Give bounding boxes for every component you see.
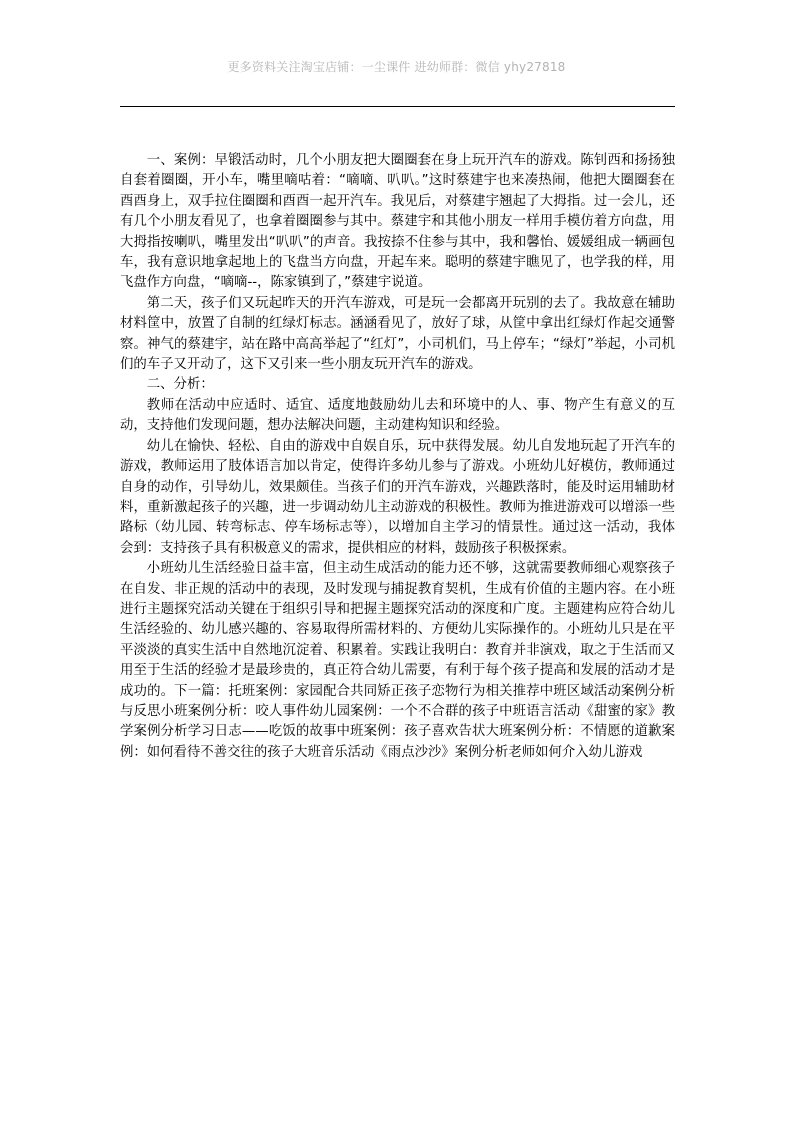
heading-analysis: 二、分析：	[146, 377, 214, 393]
paragraph-second-day: 第二天，孩子们又玩起昨天的开汽车游戏，可是玩一会都离开玩别的去了。我故意在辅助材料筐中，放置了自制的红绿灯标志。涵涵看见了，放好了球，从筐中拿出红绿灯作起交通警察。神气的蔡建宇，站在路中高高举起了“红灯”，小司机们，马上停车；“绿灯”举起，小司机们的车子又开动了，这下又引来一些小朋友玩开汽车的游戏。	[120, 295, 675, 373]
paragraph-case: 一、案例：早锻活动时，几个小朋友把大圈圈套在身上玩开汽车的游戏。陈钊西和扬扬独自套着圈圈，开小车，嘴里嘀咕着：“嘀嘀、叭叭。”这时蔡建宇也来凑热闹，他把大圈圈套在酉酉身上，双手拉住圈圈和酉酉一起开汽车。我见后，对蔡建宇翘起了大拇指。过一会儿，还有几个小朋友看见了，也拿着圈圈参与其中。蔡建宇和其他小朋友一样用手模仿着方向盘，用大拇指按喇叭，嘴里发出“叭叭”的声音。我按捺不住参与其中，我和馨怡、媛媛组成一辆画包车，我有意识地拿起地上的飞盘当方向盘，开起车来。聪明的蔡建宇瞧见了，也学我的样，用飞盘作方向盘，“嘀嘀--，陈家镇到了，”蔡建宇说道。	[120, 153, 675, 291]
paragraph-analysis-2: 幼儿在愉快、轻松、自由的游戏中自娱自乐，玩中获得发展。幼儿自发地玩起了开汽车的游戏，教师运用了肢体语言加以肯定，使得许多幼儿参与了游戏。小班幼儿好模仿，教师通过自身的动作，引导幼儿，效果颇佳。当孩子们的开汽车游戏，兴趣跌落时，能及时运用辅助材料，重新激起孩子的兴趣，进一步调动幼儿主动游戏的积极性。教师为推进游戏可以增添一些路标（幼儿园、转弯标志、停车场标志等），以增加自主学习的情景性。通过这一活动，我体会到：支持孩子具有积极意义的需求，提供相应的材料，鼓励孩子积极探索。	[120, 438, 675, 556]
paragraph-analysis-3: 小班幼儿生活经验日益丰富，但主动生成活动的能力还不够，这就需要教师细心观察孩子在自发、非正规的活动中的表现，及时发现与捕捉教育契机，生成有价值的主题内容。在小班进行主题探究活动关键在于组织引导和把握主题探究活动的深度和广度。主题建构应符合幼儿生活经验的、幼儿感兴趣的、容易取得所需材料的、方便幼儿实际操作的。小班幼儿只是在平平淡淡的真实生活中自然地沉淀着、积累着。实践让我明白：教育并非演戏，取之于生活而又用至于生活的经验才是最珍贵的，真正符合幼儿需要，有利于每个孩子提高和发展的活动才是成功的。下一篇：托班案例：家园配合共同矫正孩子恋物行为相关推荐中班区域活动案例分析与反思小班案例分析：咬人事件幼儿园案例：一个不合群的孩子中班语言活动《甜蜜的家》教学案例分析学习日志——吃饭的故事中班案例：孩子喜欢告状大班案例分析：不情愿的道歉案例：如何看待不善交往的孩子大班音乐活动《雨点沙沙》案例分析老师如何介入幼儿游戏	[120, 561, 675, 760]
paragraph-analysis-1: 教师在活动中应适时、适宜、适度地鼓励幼儿去和环境中的人、事、物产生有意义的互动，支持他们发现问题，想办法解决问题，主动建构知识和经验。	[120, 397, 675, 434]
document-body	[120, 151, 675, 763]
page-header-watermark: 更多资料关注淘宝店铺：一尘课件 进幼师群：微信 yhy27818	[227, 60, 566, 74]
header-divider	[120, 106, 675, 107]
